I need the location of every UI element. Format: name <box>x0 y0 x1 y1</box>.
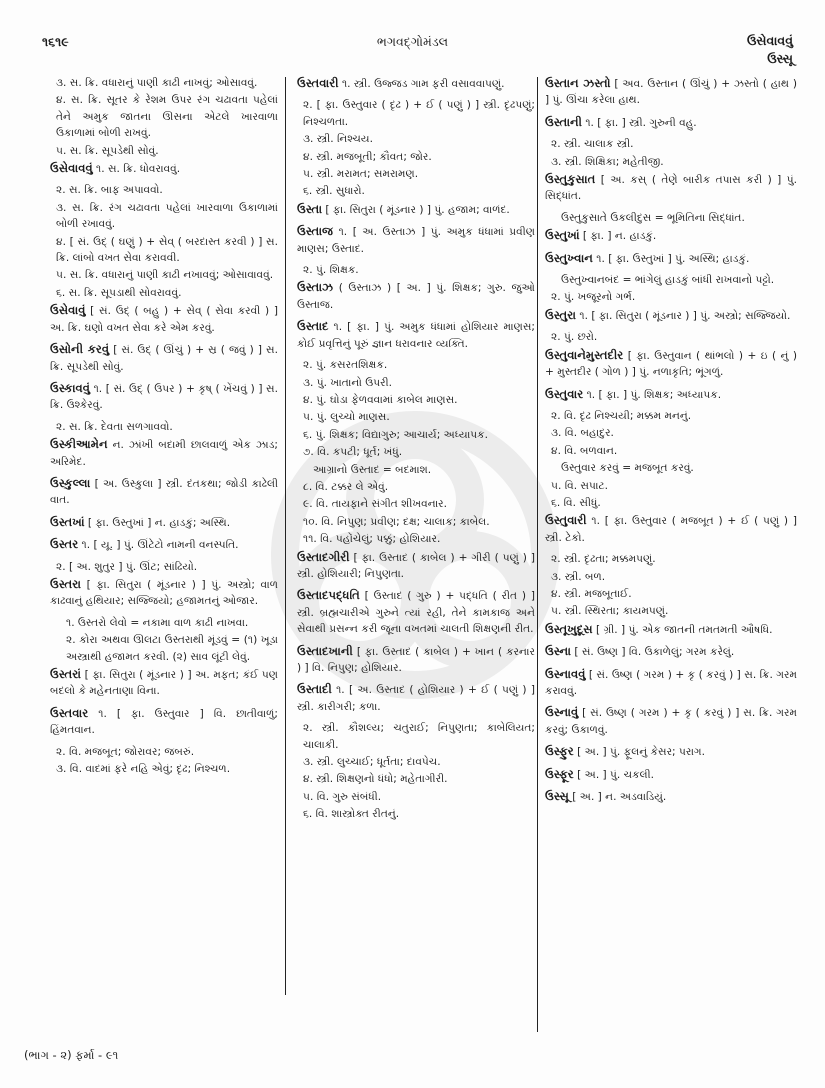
definition: ૧. [ ફા. ] પું. શિક્ષક; અધ્યાપક. <box>583 388 722 401</box>
sub-definition: ૫. સ્ત્રી. મરામત; સમરામણ. <box>303 168 419 181</box>
sub-definition: ૨. સ. ક્રિ. બાફ અપાવવો. <box>56 184 163 197</box>
sub-definition: ૫. વિ. સપાટ. <box>551 479 609 492</box>
definition: [ અ. ] પું. ચકલી. <box>573 768 655 781</box>
dictionary-entry <box>297 587 535 637</box>
headword: ઉસ્તાઝ <box>297 280 334 295</box>
sub-definition: ૮. વિ. ટક્કર લે એવું. <box>303 480 389 493</box>
dictionary-entry <box>297 223 535 257</box>
dictionary-entry <box>545 227 797 244</box>
definition: ૧. [ ફા. ઉસ્તુખાં ] પું. અસ્થિ; હાડકું. <box>592 252 750 265</box>
sub-definition: ૪. [ સં. ઉદ્ ( ઘણું ) + સેવ્ ( બરદાસ્ત કરવી ) ] સ. ક્રિ. લાંબો વખત સેવા કરાવવી. <box>56 235 278 265</box>
sub-definition: ૩. સ્ત્રી. શિક્ષિકા; મહેતીજી. <box>551 155 664 168</box>
definition: [ ફા. સિતુરા ( મૂંડનાર ) ] પું. અસ્ત્રો; વાળ કાઢવાનું હથિયાર; સજ્જિયો; હજામતનું ઓજાર. <box>50 578 278 608</box>
dictionary-entry <box>297 681 535 715</box>
sub-definition: ૬. સ. ક્રિ. સૂપડાથી સોવરાવવું. <box>56 286 182 299</box>
headword: ઉસ્સૂ <box>545 789 569 804</box>
headword: ઉસેવાવવું <box>50 161 93 176</box>
definition: ૧. [ અ. ઉસ્તાદ ( હોશિયાર ) + ઈ ( પણું ) ] સ્ત્રી. કારીગરી; કળા. <box>297 684 535 713</box>
headword: ઉસ્ફુર <box>545 744 574 759</box>
definition: ૧. સ. ક્રિ. ધોવરાવવું. <box>92 163 181 176</box>
headword: ઉસ્તાની <box>545 114 582 129</box>
headword: ઉસ્તાન ઝસ્તો <box>545 76 611 90</box>
dictionary-entry <box>297 201 535 218</box>
idiom-definition: આગ્રાનો ઉસ્તાદ = બદમાશ. <box>313 463 432 476</box>
dictionary-entry <box>50 302 278 336</box>
definition: ૧. [ ફા. ઉસ્તુવાર ] વિ. છાતીવાળું; હિંમતવાન. <box>50 707 278 737</box>
sub-definition: ૯. વિ. તાયફાને સંગીત શીખવનાર. <box>303 498 448 511</box>
sub-definition: ૪. પું. ઘોડા ફેળવવામાં કાબેલ માણસ. <box>303 393 458 406</box>
headword: ઉસોની કરવું <box>50 342 110 357</box>
idiom-definition: ૨. કોરા અથવા ઊલટા ઉસ્તરાથી મૂંડવું = (૧) ખૂડા અસ્ત્રાથી હજામત કરવી. (૨) સાવ લૂંટી લેવું. <box>66 634 278 663</box>
dictionary-entry <box>297 318 535 352</box>
headword: ઉસ્ના <box>545 644 571 659</box>
definition: [ ગ્રી. ] પું. એક જાતની તમતમતી ઔષધિ. <box>592 623 773 636</box>
sub-definition: ૬. સ્ત્રી. સુધારો. <box>303 185 365 198</box>
definition: [ ઉસ્તાદ ( ગુરુ ) + પદ્ધતિ ( રીત ) ] સ્ત્રી. બ્રહ્મચારીએ ગુરુને ત્યાં રહી, તેને કામકાજ અને સેવાથી પ્રસન્ન કરી જૂના વખતમાં ચાલતી શિક્ષણની રીત. <box>297 590 535 636</box>
dictionary-entry <box>545 766 797 783</box>
definition: [ ફા. ઉસ્તુખાં ] ન. હાડકું; અસ્થિ. <box>84 516 231 529</box>
guide-word-first: ઉસેવાવવું <box>746 33 793 48</box>
sub-definition: ૪. સ્ત્રી. મજબૂતી; કૌવત; જોર. <box>303 150 432 163</box>
sub-definition: ૩. પું. ખાતાનો ઉપરી. <box>303 376 392 389</box>
definition: [ ફા. ઉસ્તાદ ( કાબેલ ) + ખાન ( કરનાર ) ] વિ. નિપુણ; હોશિયાર. <box>297 645 535 674</box>
dictionary-entry <box>50 514 278 531</box>
headword: ઉસ્તુખાં <box>545 228 580 243</box>
headword: ઉસ્નાવું <box>545 705 579 720</box>
guide-word-last: ઉસ્સૂ <box>767 51 793 66</box>
headword: ઉસ્કાવવું <box>50 380 90 395</box>
headword: ઉસ્તાદખાની <box>297 643 353 658</box>
sub-definition: ૪. વિ. બળવાન. <box>551 444 618 457</box>
sub-definition: ૬. વિ. શાસ્ત્રોક્ત રીતનું. <box>303 808 400 821</box>
column-middle <box>297 75 535 824</box>
dictionary-entry <box>297 75 535 92</box>
headword: ઉસ્તાદી <box>297 682 332 697</box>
definition: ૧. [ અ. ઉસ્તાઝ ] પું. અમુક ધંધામાં પ્રવીણ માણસ; ઉસ્તાદ. <box>297 226 535 255</box>
definition: [ અ. ] પું. ફૂલનું કેસર; પરાગ. <box>573 746 706 759</box>
headword: ઉસ્તાદગીરી <box>297 549 350 564</box>
definition: [ સં. ઉદ્ ( ઊંચું ) + સ્ર ( જવું ) ] સ. ક્રિ. સૂપડેથી સોવું. <box>50 344 278 373</box>
idiom-definition: ઉસ્તુકુસાતે ઉકલીદુસ = ભૂમિતિના સિદ્ધાંત. <box>561 211 745 224</box>
headword: ઉસ્તુવાનેમુસ્તદીર <box>545 347 624 362</box>
dictionary-entry <box>545 250 797 267</box>
sub-definition: ૩. વિ. બહાદુર. <box>551 427 614 440</box>
column-left <box>50 75 278 778</box>
headword: ઉસ્કીઆમેન <box>50 437 108 452</box>
dictionary-entry <box>50 475 278 509</box>
headword: ઉસેવાવું <box>50 303 86 318</box>
column-divider <box>285 77 286 995</box>
sub-definition: ૫. સ. ક્રિ. વધારાનું પાણી કાઢી નખાવવું; ઓસાવાવવું. <box>56 269 274 282</box>
definition: ૧. [ ફા. ] સ્ત્રી. ગુરુની વહુ. <box>581 116 697 129</box>
column-divider <box>537 77 538 1032</box>
headword: ઉસ્તૂખુદૂસ <box>545 621 593 636</box>
sub-definition: ૨. [ ફા. ઉસ્તુવાર ( દૃઢ ) + ઈ ( પણું ) ] સ્ત્રી. દૃઢપણું; નિશ્ચળતા. <box>303 99 535 128</box>
dictionary-entry <box>545 386 797 403</box>
sub-definition: ૩. સ્ત્રી. બળ. <box>551 570 606 583</box>
sub-definition: ૨. સ. ક્રિ. દેવતા સળગાવવો. <box>56 420 173 433</box>
headword: ઉસ્તવાર <box>50 705 89 720</box>
idiom-definition: ૧. ઉસ્તરો લેવો = નકામા વાળ કાઢી નાખવા. <box>66 616 249 629</box>
headword: ઉસ્તરાં <box>50 667 82 681</box>
definition: ૧. [ યૂ. ] પું. ઊંટેટો નામની વનસ્પતિ. <box>78 539 239 552</box>
dictionary-entry <box>297 643 535 677</box>
dictionary-entry <box>545 75 797 109</box>
sub-definition: ૩. સ્ત્રી. લુચ્ચાઈ; ધૂર્તતા; દાવપેચ. <box>303 756 441 769</box>
sub-definition: ૪. સ્ત્રી. મજબૂતાઈ. <box>551 587 632 600</box>
headword: ઉસ્તુકુસાત <box>545 172 596 187</box>
page-number: ૧૬૧૯ <box>42 34 69 49</box>
sub-definition: ૨. પું. કસરતશિક્ષક. <box>303 359 388 372</box>
dictionary-entry <box>50 160 278 177</box>
idiom-definition: ઉસ્તુખ્વાનબંદ = ભાંગેલું હાડકું બાંધી રાખવાનો પટ્ટો. <box>561 274 775 287</box>
sub-definition: ૨. સ્ત્રી. ચાલાક સ્ત્રી. <box>551 138 634 151</box>
guide-words <box>747 32 793 68</box>
definition: [ અ. ઉસ્કુલા ] સ્ત્રી. દંતકથા; જોડી કાઢેલી વાત. <box>50 477 278 507</box>
dictionary-entry <box>50 341 278 375</box>
headword: ઉસ્તુવારી <box>545 513 587 528</box>
sub-definition: ૪. સ. ક્રિ. સૂતર કે રેશમ ઉપર રંગ ચઢાવતા પહેલાં તેને અમુક જાતના ઊસના એટલે ખારવાળા ઉકાળામાં બોળી રાખવું. <box>56 94 278 140</box>
sub-definition: ૨. પું. ખજૂરનો ગર્ભ. <box>551 291 636 304</box>
headword: ઉસ્નાવવું <box>545 666 586 681</box>
definition: [ સં. ઉષ્ણ ( ગરમ ) + કૃ ( કરવું ) ] સ. ક્રિ. ગરમ કરાવવું. <box>545 668 797 697</box>
headword: ઉસ્તાદ <box>297 319 329 334</box>
dictionary-entry <box>545 643 797 660</box>
sub-definition: ૩. સ્ત્રી. નિશ્ચય. <box>303 133 373 146</box>
printer-signature: (ભાગ - ૨) ફર્મા - ૯૧ <box>24 1048 119 1062</box>
definition: ૧. [ ફા. ઉસ્તુવાર ( મજબૂત ) + ઈ ( પણું ) ] સ્ત્રી. ટેકો. <box>545 515 797 544</box>
sub-definition: ૨. પું. શિક્ષક. <box>303 264 359 277</box>
headword: ઉસ્તા <box>297 201 323 216</box>
dictionary-entry <box>545 347 797 381</box>
dictionary-entry <box>545 666 797 700</box>
definition: [ ફા. સિતુરા ( મૂંડનાર ) ] અ. મફત; કંઈ પણ બદલો કે મહેનતાણા વિના. <box>50 669 278 698</box>
definition: [ અ. કસ્ ( તેણે બારીક તપાસ કરી ) ] પું. સિદ્ધાંત. <box>545 174 797 203</box>
definition: [ સં. ઉદ્ ( બહુ ) + સેવ્ ( સેવા કરવી ) ] અ. ક્રિ. ઘણો વખત સેવા કરે એમ કરવું. <box>50 305 278 334</box>
definition: [ અવ. ઉસ્તાન ( ઊંચું ) + ઝસ્તો ( હાથ ) ] પું. ઊંચા કરેલા હાથ. <box>545 78 798 107</box>
definition: [ સં. ઉષ્ણ ] વિ. ઉકાળેલું; ગરમ કરેલું. <box>570 646 735 659</box>
dictionary-entry <box>545 621 797 638</box>
dictionary-entry <box>50 536 278 553</box>
sub-definition: ૫. પું. લુચ્ચો માણસ. <box>303 411 390 424</box>
sub-definition: ૭. વિ. કપટી; ધૂર્ત; ખંધું. <box>303 446 403 459</box>
headword: ઉસ્તાજ <box>297 224 333 239</box>
sub-definition: ૩. સ. ક્રિ. રંગ ચઢાવતા પહેલાં ખારવાળા ઉકાળામાં બોળી રખાવવું. <box>56 201 278 231</box>
definition: [ સં. ઉષ્ણ ( ગરમ ) + કૃ ( કરવું ) ] સ. ક્રિ. ગરમ કરવું; ઉકાળવું. <box>545 707 797 736</box>
definition: [ ફા. ઉસ્તાદ ( કાબેલ ) + ગીરી ( પણું ) ] સ્ત્રી. હોશિયારી; નિપુણતા. <box>297 551 535 580</box>
dictionary-entry <box>50 666 278 700</box>
running-title: ભગવદ્ગોમંડલ <box>376 34 449 49</box>
headword: ઉસ્તરા <box>50 576 82 591</box>
dictionary-entry <box>545 114 797 131</box>
dictionary-entry <box>50 436 278 470</box>
sub-definition: ૬. પું. શિક્ષક; વિદ્યાગુરુ; આચાર્ય; અધ્યાપક. <box>303 428 489 441</box>
definition: ૧. [ ફા. સિતુરા ( મૂંડનાર ) ] પું. અસ્ત્રો; સજ્જિયો. <box>576 309 791 322</box>
sub-definition: ૨. સ્ત્રી. દૃઢતા; મક્કમપણું. <box>551 553 656 566</box>
sub-definition: ૨. સ્ત્રી. કૌશલ્ય; ચતુરાઈ; નિપુણતા; કાબેલિયત; ચાલાકી. <box>303 722 535 751</box>
sub-definition: ૩. વિ. વાદમાં ફરે નહિ એવું; દૃઢ; નિશ્ચળ. <box>56 763 231 776</box>
sub-definition: ૧૧. વિ. પહોંચેલું; પક્કું; હોશિયાર. <box>303 533 441 546</box>
sub-definition: ૧૦. વિ. નિપુણ; પ્રવીણ; દક્ષ; ચાલાક; કાબેલ. <box>303 515 490 528</box>
definition: [ અ. ] ન. અડવાડિયું. <box>568 791 667 804</box>
definition: ( ઉસ્તાઝ ) [ અ. ] પું. શિક્ષક; ગુરુ. જુઓ ઉસ્તાજ. <box>297 282 535 311</box>
sub-definition: ૫. સ. ક્રિ. સૂપડેથી સોવું. <box>56 144 159 157</box>
sub-definition: ૫. વિ. ગુરુ સંબંધી. <box>303 790 382 803</box>
dictionary-entry <box>50 705 278 739</box>
sub-definition: ૨. વિ. મજબૂત; જોરાવર; જબરું. <box>56 745 195 758</box>
definition: ૧. [ સં. ઉદ્ ( ઉપર ) + કૃષ્ ( ખેંચવું ) ] સ. ક્રિ. ઉશ્કેરવું. <box>50 382 278 412</box>
dictionary-entry <box>545 743 797 760</box>
dictionary-entry <box>545 788 797 805</box>
column-right <box>545 75 797 810</box>
sub-definition: ૬. વિ. સીધું. <box>551 496 601 509</box>
dictionary-entry <box>545 704 797 738</box>
headword: ઉસ્તખાં <box>50 514 85 529</box>
definition: [ ફા. ઉસ્તુવાન ( થાંભલો ) + ઇ ( નું ) + મુસ્તદીર ( ગોળ ) ] પું. નળાકૃતિ; ભૂંગળું. <box>545 349 797 379</box>
headword: ઉસ્તુખ્વાન <box>545 250 593 265</box>
definition: ૧. સ્ત્રી. ઉજ્જડ ગામ ફરી વસાવવાપણું. <box>338 78 505 90</box>
definition: [ ફા. સિતુરા ( મૂંડનાર ) ] પું. હજામ; વાળંદ. <box>322 203 510 216</box>
headword: ઉસ્કુલ્લા <box>50 475 91 490</box>
dictionary-entry <box>297 549 535 583</box>
idiom-definition: ઉસ્તુવાર કરવું = મજબૂત કરવું. <box>561 462 694 475</box>
dictionary-entry <box>50 380 278 414</box>
headword: ઉસ્તર <box>50 537 79 552</box>
definition: [ ફા. ] ન. હાડકું. <box>579 230 657 243</box>
dictionary-entry <box>50 576 278 610</box>
headword: ઉસ્તવારી <box>297 76 339 90</box>
headword: ઉસ્તુવાર <box>545 386 584 401</box>
sub-definition: ૪. સ્ત્રી. શિક્ષણનો ધંધો; મહેતાગીરી. <box>303 773 448 786</box>
sub-definition: ૨. પું. છરો. <box>551 331 598 344</box>
dictionary-entry <box>545 307 797 324</box>
definition: ન. ઝાંખી બદામી છાલવાળું એક ઝાડ; અરિમેદ. <box>50 439 278 468</box>
headword: ઉસ્ફૂર <box>545 766 574 781</box>
sub-definition: ૫. સ્ત્રી. સ્થિરતા; કાયમપણું. <box>551 605 669 618</box>
dictionary-entry <box>297 279 535 313</box>
sub-definition: ૩. સ. ક્રિ. વધારાનું પાણી કાઢી નાખવું; ઓસાવવું. <box>56 77 258 89</box>
sub-definition: ૨. વિ. દૃઢ નિશ્ચયી; મક્કમ મનનું. <box>551 409 692 422</box>
dictionary-entry <box>545 512 797 546</box>
sub-definition: ૨. [ અ. શુતુર ] પું. ઊંટ; સાંઢિયો. <box>56 560 198 573</box>
headword: ઉસ્તુરા <box>545 307 577 322</box>
headword: ઉસ્તાદપદ્ધતિ <box>297 588 360 603</box>
definition: ૧. [ ફા. ] પું. અમુક ધંધામાં હોશિયાર માણસ; કોઈ પ્રવૃત્તિનું પૂરું જ્ઞાન ધરાવનાર વ્યક્તિ. <box>297 321 535 350</box>
dictionary-entry <box>545 171 797 205</box>
